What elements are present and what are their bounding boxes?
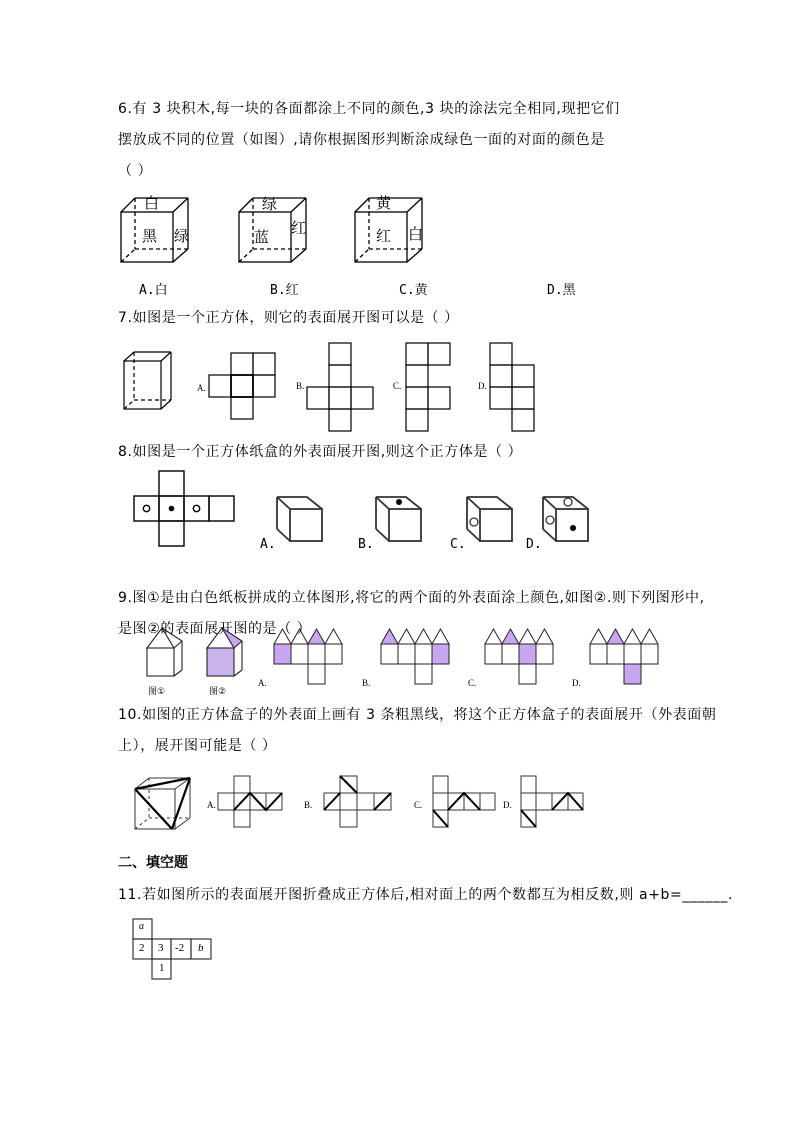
cube3-front-label: 红: [376, 227, 392, 245]
cube1-front-label: 黑: [142, 227, 158, 245]
q7-cube-icon: [120, 335, 180, 415]
q7-net-c[interactable]: [405, 342, 453, 434]
cube3-right-label: 白: [408, 225, 424, 243]
filled-dot-icon: [570, 525, 576, 531]
q6-line2: 摆放成不同的位置（如图）,请你根据图形判断涂成绿色一面的对面的颜色是: [118, 132, 605, 148]
q8-cube-a[interactable]: [275, 495, 327, 547]
q11-cell-neg2: -2: [175, 942, 185, 954]
q8-option-b-label[interactable]: B.: [358, 537, 374, 552]
q10-net-c[interactable]: [432, 775, 498, 835]
q6-cube-1: [118, 195, 193, 265]
q9-figure1-prism: [145, 625, 185, 680]
q7-net-b[interactable]: [307, 342, 373, 434]
cube1-top-label: 白: [144, 194, 160, 212]
q6-option-c[interactable]: C.黄: [399, 283, 428, 298]
q6-option-d[interactable]: D.黑: [547, 283, 576, 298]
q9-line2: 是图②的表面展开图的是（ ）: [118, 621, 312, 637]
q9-net-c[interactable]: [484, 627, 559, 687]
q8-cube-b[interactable]: [374, 495, 426, 547]
q6-cube-3: [352, 195, 427, 265]
cube2-right-label: 红: [291, 219, 307, 237]
q9-line1: 9.图①是由白色纸板拼成的立体图形,将它的两个面的外表面涂上颜色,如图②.则下列图形中,: [118, 590, 705, 606]
q9-net-a[interactable]: [273, 627, 348, 687]
q9-option-b-label[interactable]: B.: [362, 678, 371, 688]
q11-cell-b: b: [198, 942, 204, 954]
q10-net-d[interactable]: [520, 775, 586, 835]
cube2-top-label: 绿: [262, 195, 278, 213]
q9-net-d[interactable]: [589, 627, 664, 687]
q10-option-a-label[interactable]: A.: [207, 800, 216, 810]
q6-line1: 6.有 3 块积木,每一块的各面都涂上不同的颜色,3 块的涂法完全相同,现把它们: [118, 101, 620, 117]
q10-cube-with-lines: [134, 774, 194, 830]
filled-dot-icon: [169, 506, 175, 512]
q11-cell-1: 1: [159, 962, 165, 974]
q11-net: [132, 918, 222, 978]
q7-option-c-label[interactable]: C.: [393, 381, 402, 391]
q10-option-d-label[interactable]: D.: [503, 800, 512, 810]
q10-line1: 10.如图的正方体盒子的外表面上画有 3 条粗黑线，将这个正方体盒子的表面展开（外表面朝: [118, 707, 717, 723]
q10-option-c-label[interactable]: C.: [414, 800, 423, 810]
q7-option-b-label[interactable]: B.: [296, 381, 305, 391]
cube3-top-label: 黄: [376, 194, 392, 212]
q8-question: 8.如图是一个正方体纸盒的外表面展开图,则这个正方体是（ ）: [118, 444, 523, 460]
q9-net-b[interactable]: [380, 627, 455, 687]
q10-net-b[interactable]: [324, 775, 394, 831]
q8-option-c-label[interactable]: C.: [450, 537, 466, 552]
q9-figure2-label: 图②: [209, 687, 227, 697]
q6-cube-2: [236, 195, 311, 265]
q7-net-d[interactable]: [489, 342, 537, 434]
q8-option-d-label[interactable]: D.: [526, 537, 542, 552]
q7-option-d-label[interactable]: D.: [478, 381, 487, 391]
q11-cell-a: a: [139, 921, 144, 932]
q8-net: [133, 470, 239, 548]
cube2-front-label: 蓝: [254, 228, 270, 246]
q8-cube-d[interactable]: [541, 495, 593, 547]
q11-cell-3: 3: [158, 942, 164, 954]
q10-line2: 上），展开图可能是（ ）: [118, 738, 277, 754]
q9-figure2-prism: [205, 625, 245, 680]
cube1-right-label: 绿: [174, 227, 190, 245]
q7-net-a[interactable]: [208, 352, 278, 422]
q9-option-c-label[interactable]: C.: [468, 678, 477, 688]
q8-cube-c[interactable]: [465, 495, 517, 547]
q11-question: 11.若如图所示的表面展开图折叠成正方体后,相对面上的两个数都互为相反数,则 a+b=______.: [118, 887, 733, 903]
q9-figure1-label: 图①: [148, 687, 166, 697]
q6-option-a[interactable]: A.白: [139, 283, 168, 298]
q7-option-a-label[interactable]: A.: [197, 383, 206, 393]
filled-dot-icon: [396, 499, 402, 505]
q10-option-b-label[interactable]: B.: [304, 800, 313, 810]
q6-option-b[interactable]: B.红: [270, 283, 299, 298]
q9-option-a-label[interactable]: A.: [258, 678, 267, 688]
q9-option-d-label[interactable]: D.: [572, 678, 581, 688]
q7-question: 7.如图是一个正方体，则它的表面展开图可以是（ ）: [118, 310, 459, 326]
section-title-fill-blank: 二、填空题: [118, 855, 188, 871]
q11-cell-2: 2: [139, 942, 145, 954]
q6-line3: （ ）: [118, 163, 153, 179]
q8-option-a-label[interactable]: A.: [260, 537, 276, 552]
q10-net-a[interactable]: [218, 775, 288, 831]
